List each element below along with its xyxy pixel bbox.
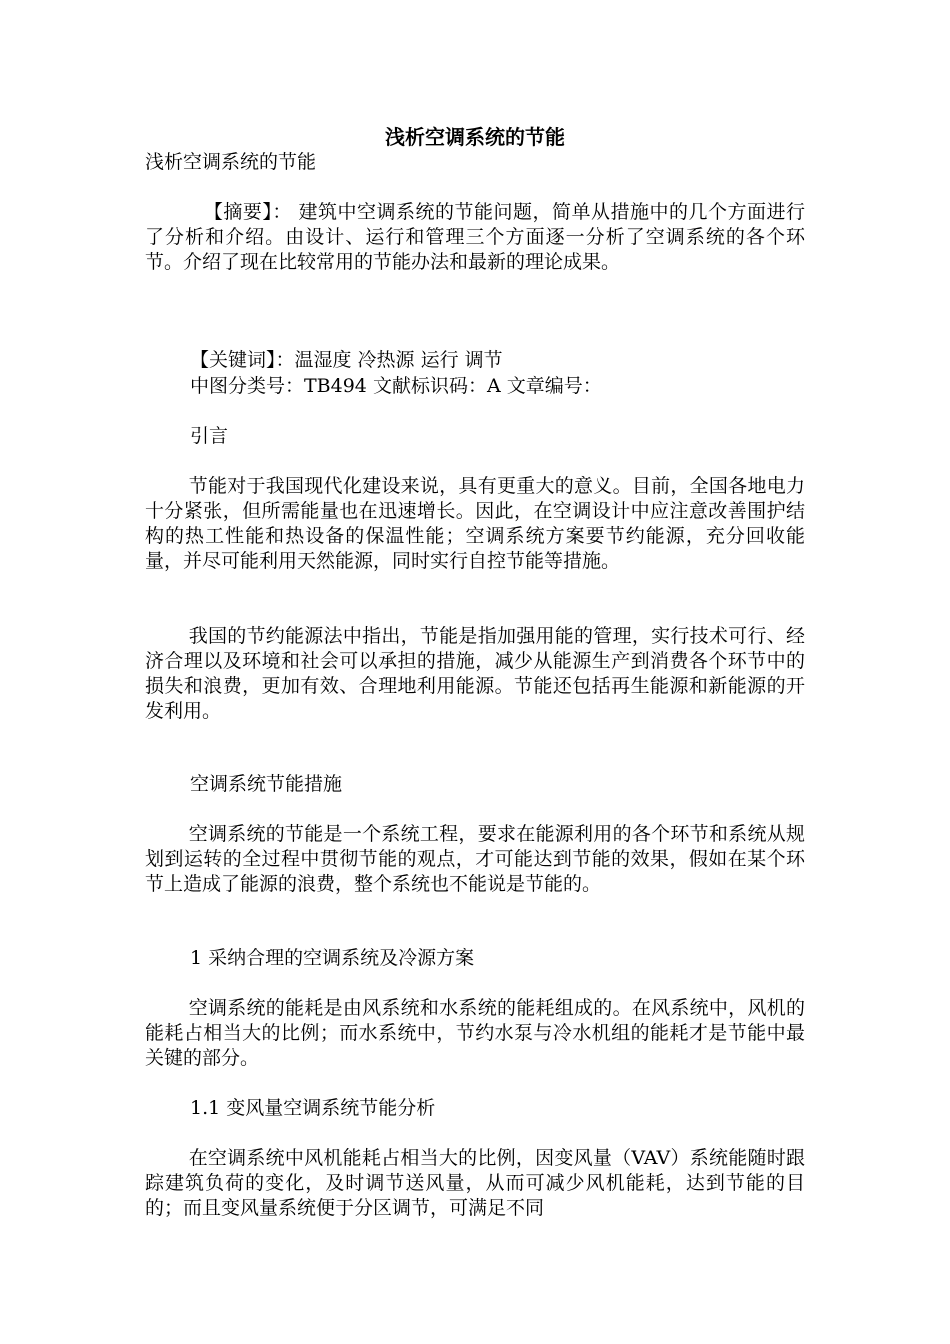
subsection-paragraph-1: 空调系统的能耗是由风系统和水系统的能耗组成的。在风系统中，风机的能耗占相当大的比例；而水系统中，节约水泵与冷水机组的能耗才是节能中最关键的部分。: [145, 997, 805, 1069]
intro-heading: 引言: [190, 425, 229, 447]
intro-paragraph-1: 节能对于我国现代化建设来说，具有更重大的意义。目前，全国各地电力十分紧张，但所需能量也在迅速增长。因此，在空调设计中应注意改善围护结构的热工性能和热设备的保温性能；空调系统方案要节约能源，充分回收能量，并尽可能利用天然能源，同时实行自控节能等措施。: [145, 475, 805, 572]
document-subtitle: 浅析空调系统的节能: [145, 151, 317, 173]
document-title: 浅析空调系统的节能: [385, 125, 565, 149]
section-heading: 空调系统节能措施: [190, 773, 343, 795]
abstract-paragraph: 【摘要】： 建筑中空调系统的节能问题，简单从措施中的几个方面进行了分析和介绍。由设计、运行和管理三个方面逐一分析了空调系统的各个环节。介绍了现在比较常用的节能办法和最新的理论成果。: [145, 201, 805, 273]
classification-line: 中图分类号：TB494 文献标识码：A 文章编号：: [190, 375, 602, 397]
subsection-heading-1-1: 1.1 变风量空调系统节能分析: [190, 1097, 436, 1119]
subsection-heading-1: 1 采纳合理的空调系统及冷源方案: [190, 947, 475, 969]
subsection-paragraph-1-1: 在空调系统中风机能耗占相当大的比例，因变风量（VAV）系统能随时跟踪建筑负荷的变化，及时调节送风量，从而可减少风机能耗，达到节能的目的；而且变风量系统便于分区调节，可满足不同: [145, 1147, 805, 1219]
keywords-line: 【关键词】：温湿度 冷热源 运行 调节: [190, 349, 503, 371]
intro-paragraph-2: 我国的节约能源法中指出，节能是指加强用能的管理，实行技术可行、经济合理以及环境和社会可以承担的措施，减少从能源生产到消费各个环节中的损失和浪费，更加有效、合理地利用能源。节能还包括再生能源和新能源的开发利用。: [145, 625, 805, 722]
section-paragraph-1: 空调系统的节能是一个系统工程，要求在能源利用的各个环节和系统从规划到运转的全过程中贯彻节能的观点，才可能达到节能的效果，假如在某个环节上造成了能源的浪费，整个系统也不能说是节能的。: [145, 823, 805, 895]
